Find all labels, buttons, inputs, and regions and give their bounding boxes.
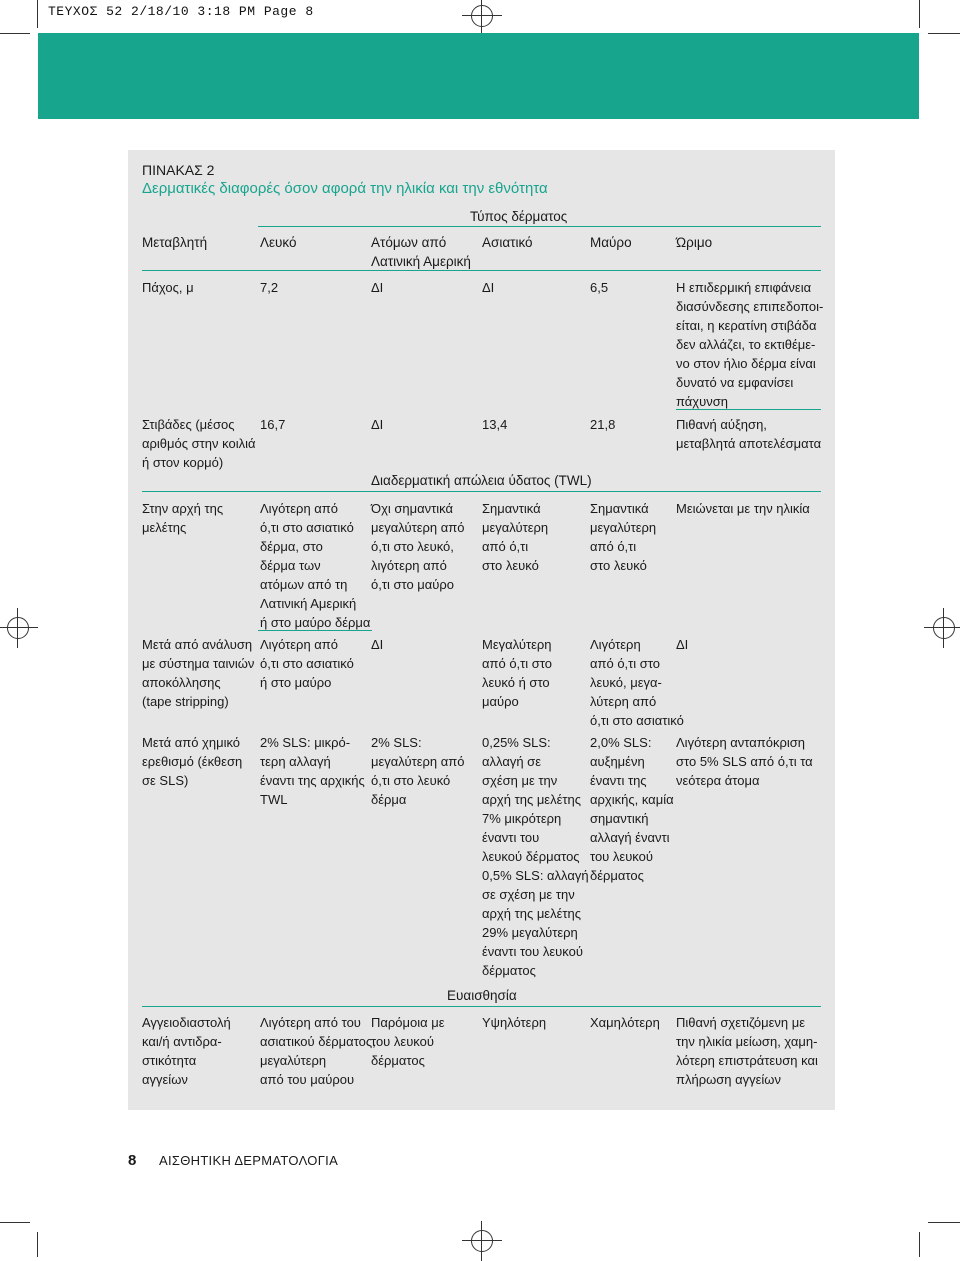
table-cell: 16,7 — [260, 417, 286, 432]
registration-mark-left-icon — [4, 614, 32, 642]
section-header-twl: Διαδερματική απώλεια ύδατος (TWL) — [371, 473, 592, 488]
table-cell: 2,0% SLS: αυξημένη έναντι της αρχικής, καμία σημαντική αλλαγή έναντι του λευκού δέρματος — [590, 735, 674, 883]
table-cell: ΔΙ — [371, 637, 384, 652]
table-cell: 2% SLS: μεγαλύτερη από ό,τι στο λευκό δέρμα — [371, 735, 465, 807]
row-rule — [676, 409, 821, 410]
table-cell: 7,2 — [260, 280, 279, 295]
table-cell: Όχι σημαντικά μεγαλύτερη από ό,τι στο λευκό, λιγότερη από ό,τι στο μαύρο — [371, 501, 465, 592]
registration-mark-right-icon — [930, 614, 958, 642]
crop-mark — [919, 1232, 920, 1257]
table-cell: Σημαντικά μεγαλύτερη από ό,τι στο λευκό — [482, 501, 549, 573]
table-cell: Λιγότερη ανταπόκριση στο 5% SLS από ό,τι τα νεότερα άτομα — [676, 735, 813, 788]
header-rule — [142, 270, 821, 271]
table-cell: 2% SLS: μικρό- τερη αλλαγή έναντι της αρχικής TWL — [260, 735, 365, 807]
crop-mark — [0, 1222, 30, 1223]
section-rule — [142, 1006, 821, 1007]
table-cell: Παρόμοια με του λευκού δέρματος — [371, 1015, 445, 1068]
crop-mark — [928, 1222, 960, 1223]
column-header: Ατόμων από Λατινική Αμερική — [371, 235, 471, 269]
table-cell: Χαμηλότερη — [590, 1015, 660, 1030]
table-cell: Λιγότερη από ό,τι στο ασιατικό δέρμα, στο δέρμα των ατόμων από τη Λατινική Αμερική ή στο μαύρο δέρμα — [260, 501, 371, 630]
crop-mark — [0, 33, 30, 34]
table-label: ΠΙΝΑΚΑΣ 2 — [142, 162, 215, 178]
table-cell: Μειώνεται με την ηλικία — [676, 501, 810, 516]
table-cell: Πιθανή αύξηση, μεταβλητά αποτελέσματα — [676, 417, 822, 451]
table-cell: ΔΙ — [482, 280, 495, 295]
table-cell: Μετά από ανάλυση με σύστημα ταινιών αποκόλλησης (tape stripping) — [142, 637, 255, 709]
registration-mark-top-icon — [468, 2, 496, 30]
table-cell: ΔΙ — [371, 280, 384, 295]
table-cell: Πάχος, μ — [142, 280, 194, 295]
column-header: Μαύρο — [590, 235, 632, 250]
table-title: Δερματικές διαφορές όσον αφορά την ηλικία και την εθνότητα — [142, 180, 548, 197]
table-cell: Μετά από χημικό ερεθισμό (έκθεση σε SLS) — [142, 735, 243, 788]
table-cell: Στην αρχή της μελέτης — [142, 501, 224, 535]
table-cell: Η επιδερμική επιφάνεια διασύνδεσης επιπεδοποι- είται, η κερατίνη στιβάδα δεν αλλάζει, το εκτιθέμε- νο στον ήλιο δέρμα είναι δυνατό να εμφανίσει πάχυνση — [676, 280, 824, 409]
column-header: Λευκό — [260, 235, 297, 250]
table-cell: Σημαντικά μεγαλύτερη από ό,τι στο λευκό — [590, 501, 657, 573]
row-rule — [258, 630, 372, 631]
table-cell: 21,8 — [590, 417, 616, 432]
crop-mark — [37, 0, 38, 28]
group-header: Τύπος δέρματος — [470, 209, 568, 224]
table-cell: Μεγαλύτερη από ό,τι στο λευκό ή στο μαύρο — [482, 637, 553, 709]
crop-mark — [919, 0, 920, 28]
table-cell: 6,5 — [590, 280, 609, 295]
column-header: Ώριμο — [676, 235, 713, 250]
section-header-sensitivity: Ευαισθησία — [447, 988, 517, 1003]
registration-mark-bottom-icon — [468, 1227, 496, 1255]
table-cell: Στιβάδες (μέσος αριθμός στην κοιλιά ή στον κορμό) — [142, 417, 256, 470]
column-header: Μεταβλητή — [142, 235, 208, 250]
table-cell: Λιγότερη από ό,τι στο λευκό, μεγα- λύτερη από ό,τι στο ασιατικό — [590, 637, 684, 728]
section-rule — [142, 491, 821, 492]
table-cell: 13,4 — [482, 417, 508, 432]
table-cell: ΔΙ — [371, 417, 384, 432]
header-banner — [38, 33, 919, 119]
group-header-rule — [258, 226, 821, 227]
print-slug: ΤΕΥΧΟΣ 52 2/18/10 3:18 PM Page 8 — [48, 4, 314, 19]
column-header: Ασιατικό — [482, 235, 533, 250]
table-cell: Υψηλότερη — [482, 1015, 547, 1030]
table-cell: Αγγειοδιαστολή και/ή αντιδρα- στικότητα αγγείων — [142, 1015, 231, 1087]
table-cell: ΔΙ — [676, 637, 689, 652]
table-cell: Λιγότερη από του ασιατικού δέρματος, μεγαλύτερη από του μαύρου — [260, 1015, 376, 1087]
table-cell: Πιθανή σχετιζόμενη με την ηλικία μείωση, χαμη- λότερη επιστράτευση και πλήρωση αγγείων — [676, 1015, 818, 1087]
page-number: 8 — [128, 1152, 137, 1169]
journal-name: ΑΙΣΘΗΤΙΚΗ ΔΕΡΜΑΤΟΛΟΓΙΑ — [159, 1153, 339, 1168]
table-cell: Λιγότερη από ό,τι στο ασιατικό ή στο μαύρο — [260, 637, 354, 690]
crop-mark — [928, 33, 960, 34]
crop-mark — [37, 1232, 38, 1257]
table-cell: 0,25% SLS: αλλαγή σε σχέση με την αρχή της μελέτης 7% μικρότερη έναντι του λευκού δέρματος 0,5% SLS: αλλαγή σε σχέση με την αρχή της μελέτης 29% μεγαλύτερη έναντι του λευκού δέρματος — [482, 735, 589, 978]
